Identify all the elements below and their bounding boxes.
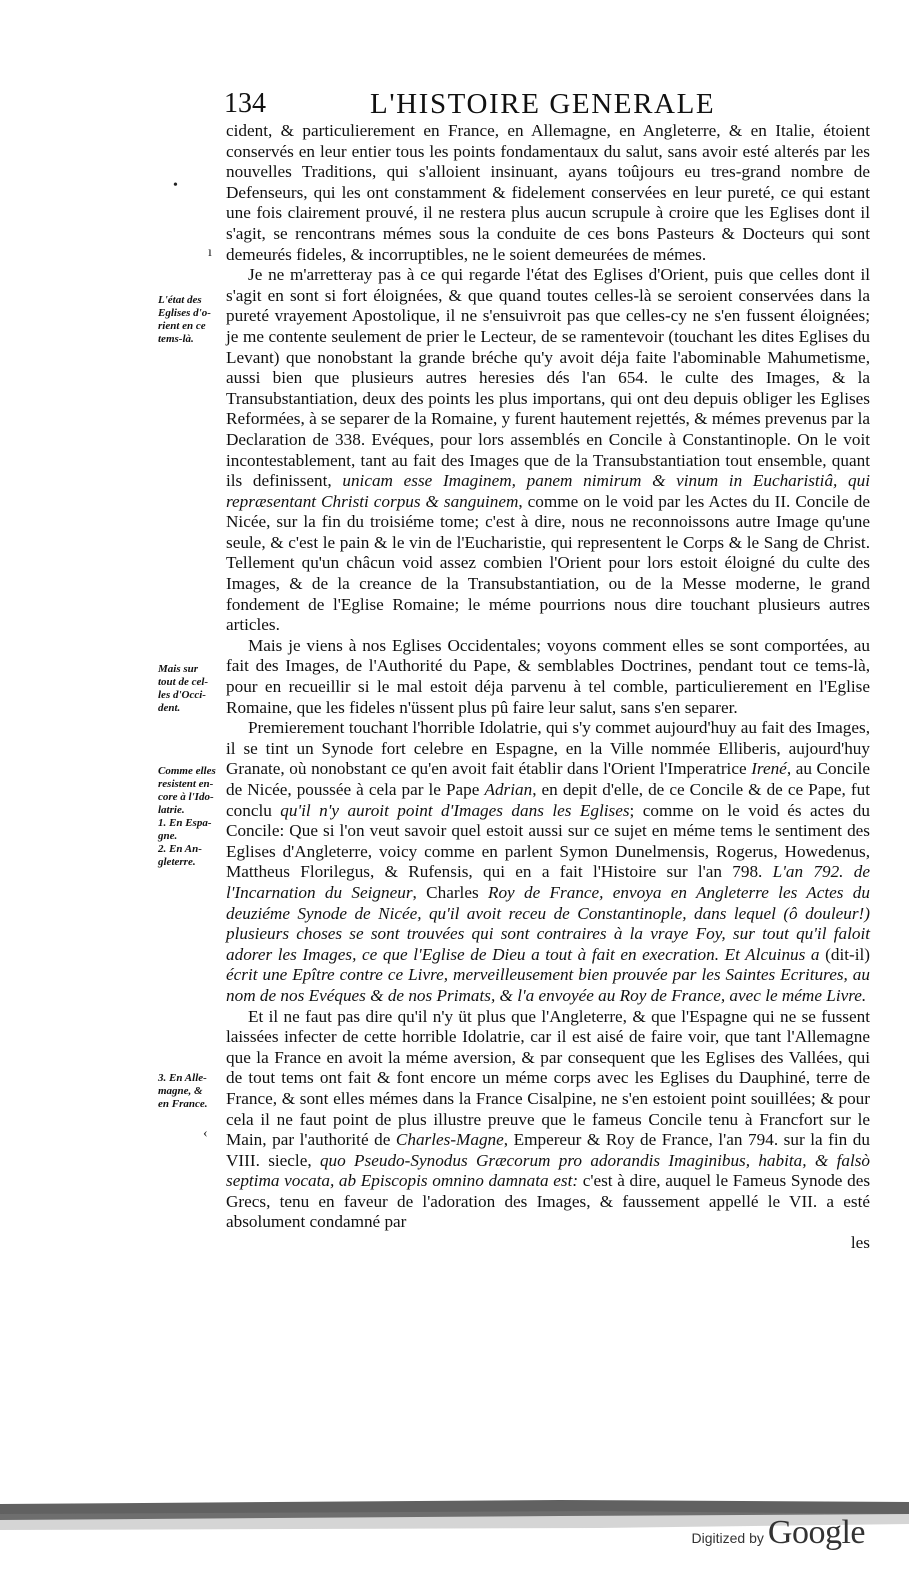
margin-note-line: Mais sur <box>158 663 199 675</box>
margin-speck: ı <box>208 245 212 260</box>
text-run: Premierement touchant l'horrible Idolatrie, qui s'y commet aujourd'huy au fait des Images, il se tint un Synode fort celebre en Espagne, en la Ville nommée Elliberis, aujourd'huy Granate, où nonobstant ce qu'en avoit fait établir dans l'Orient l'Imperatrice <box>226 718 870 779</box>
margin-note-line: 3. En Alle- <box>158 1072 207 1084</box>
italic-run: Irené <box>751 759 787 779</box>
paragraph-eastern-churches <box>226 265 870 636</box>
italic-run: unicam esse Imaginem, panem nimirum & vinum in Eucharistiâ, qui repræsentant Christi corpus & sanguinem <box>226 471 870 511</box>
text-run: Je ne m'arretteray pas à ce qui regarde l'état des Eglises d'Orient, puis que celles dont il s'agit en sont si fort éloignées, & que quand toutes celles-là se seroient conservées dans la pureté vrayement Apostolique, il ne s'ensuivroit pas que celles-cy ne s'en fussent éloignées; je me contente seulement de prier le Lecteur, de se ramentevoir (touchant les dites Eglises du Levant) que nonobstant la grande bréche qu'y avoit déja faite l'abominable Mahumetisme, aussi bien que plusieurs autres heresies dés l'an 654. le culte des Images, & la Transubstantiation, deux des points les plus importans, qui ont deu depuis obliger les Eglises Reformées, à se separer de la Romaine, y furent hautement rejettés, & mémes prevenus par la Declaration de 338. Evéques, pour lors assemblés en Concile à Constantinople. On le voit incontestablement, tant au fait des Images que de la Transubstantiation tout ensemble, quant ils definissent, <box>226 265 870 491</box>
margin-note-line: Eglises d'o- <box>158 307 211 319</box>
paragraph-idolatry <box>226 718 870 1006</box>
margin-speck: ‹ <box>203 1126 208 1141</box>
margin-note-line: en France. <box>158 1098 208 1110</box>
margin-note-line: tout de cel- <box>158 676 209 688</box>
margin-note-line: tems-là. <box>158 333 194 345</box>
paragraph-continuation <box>226 121 870 265</box>
margin-note-western-churches <box>158 663 226 715</box>
text-run: cident, & particulierement en France, en Allemagne, en Angleterre, & en Italie, étoient conservés en leur entier tous les points fondamentaux du salut, sans avoir esté alterés par les nouvelles Traditions, qui s'alloient insinuant, ayans toûjours eu tres-grand nombre de Defenseurs, qui les ont constamment & fidelement conservées en leur pureté, ce qui estant une fois clairement prouvé, il ne restera plus aucun scrupule à croire que les Eglises dont il s'agit, se rencontrans mémes sous la conduite de ces bons Pasteurs & Docteurs qui sont demeurés fideles, & incorruptibles, ne le soient demeurées de mémes. <box>226 121 870 264</box>
paragraph-western-churches <box>226 636 870 718</box>
italic-run: Roy de France, envoya en Angleterre les Actes du deuziéme Synode de Nicée, qu'il avoit receu de Constantinople, dans lequel (ô douleur!) plusieurs choses se sont trouvées qui sont contraires à la vraye Foy, sur tout qu'il faloit adorer les Images, ce que l'Eglise de Dieu a tout à fait en execration. Et Alcuinus a <box>226 882 870 964</box>
italic-run: qu'il n'y auroit point d'Images dans les Eglises <box>280 800 630 820</box>
text-run: Et il ne faut pas dire qu'il n'y üt plus que l'Angleterre, & que l'Espagne qui ne se fussent laissées infecter de cette horrible Idolatrie, car il est aisé de faire voir, que tant l'Allemagne que la France en avoit la méme aversion, & par consequent que les Eglises des Vallées, qui de tout tems ont fait & font encore un méme corps avec les Eglises du Dauphiné, terre de France, & sont elles mémes dans la France Cisalpine, ne s'en estoient point souillées; & pour cela il ne faut point de plus illustre preuve que le fameus Concile tenu à Francfort sur le Main, par l'authorité de <box>226 1006 870 1150</box>
margin-note-line: les d'Occi- <box>158 689 206 701</box>
italic-run: Adrian <box>484 780 533 799</box>
italic-run: écrit une Epître contre ce Livre, merveilleusement bien prouvée par les Saintes Ecritures, au nom de nos Evéques & de nos Primats, & l'a envoyée au Roy de France, avec le méme Livre. <box>226 965 870 1005</box>
text-run: , comme on le void par les Actes du II. Concile de Nicée, sur la fin du troisiéme tome; c'est à dire, nous ne reconnoissons autre Image qu'une seule, & c'est le pain & le vin de l'Eucharistie, qui representent le Corps & le Sang de Christ. Tellement qu'un châcun void assez combien l'Orient pour lors estoit éloigné du culte des Images, & de la creance de la Transubstantiation, ou de la Messe moderne, le grand fondement de l'Eglise Romaine; le méme pourrions nous dire touchant plusieurs autres articles. <box>226 491 870 635</box>
margin-speck: • <box>173 178 178 193</box>
margin-note-line: gleterre. <box>158 856 196 868</box>
italic-run: Charles-Magne <box>395 1130 504 1150</box>
margin-note-line: dent. <box>158 702 181 714</box>
margin-note-line: 2. En An- <box>158 843 202 855</box>
margin-note-line: resistent en- <box>158 778 214 790</box>
catchword: les <box>850 1233 870 1253</box>
watermark-label: Digitized by <box>691 1530 764 1546</box>
running-title: L'HISTOIRE GENERALE <box>370 88 716 120</box>
paragraph-germany-france <box>226 1007 870 1234</box>
text-run: c'est à dire, auquel le Fameus Synode des Grecs, tenu en faveur de l'adoration des Images, & faussement appellé le VII. a esté absolument condamné par <box>226 1171 871 1232</box>
margin-note-line: 1. En Espa- <box>158 817 212 829</box>
margin-note-line: gne. <box>158 830 178 842</box>
margin-note-line: magne, & <box>158 1085 203 1097</box>
margin-note-line: Comme elles <box>158 765 216 777</box>
margin-note-line: rient en ce <box>158 320 206 332</box>
text-run: Mais je viens à nos Eglises Occidentales; voyons comment elles se sont comportées, au fait des Images, de l'Authorité du Pape, & semblables Doctrines, pendant tout ce tems-là, pour en recueillir si le mal estoit déja parvenu à tel comble, particulierement en l'Eglise Romaine, que les fideles n'üssent plus pû faire leur salut, sans s'en separer. <box>226 635 870 717</box>
google-logo: Google <box>767 1514 865 1551</box>
margin-note-line: L'état des <box>158 294 202 306</box>
text-run: (dit-il) <box>819 944 870 964</box>
text-run: , en depit d'elle, de ce Concile & de ce Pape, fut conclu <box>226 780 870 820</box>
italic-run: quo Pseudo-Synodus Græcorum pro adorandis Imaginibus, habita, & falsò septima vocata, ab Episcopis omnino damnata est: <box>226 1150 870 1191</box>
page-number: 134 <box>224 88 266 119</box>
margin-note-germany-france <box>158 1072 226 1111</box>
text-run: , au Concile de Nicée, poussée à cela par le Pape <box>226 759 870 799</box>
body-text <box>226 121 870 1254</box>
margin-note-line: latrie. <box>158 804 185 816</box>
margin-note-eastern-churches <box>158 294 226 346</box>
text-run: , Charles <box>412 882 488 902</box>
margin-note-line: core à l'Ido- <box>158 791 214 803</box>
text-run: ; comme on le void és actes du Concile: Que si l'on veut savoir quel estoit aussi sur ce sujet en méme tems le sentiment des Eglises d'Angleterre, voicy comme en parlent Symon Dunelmensis, Rogerus, Howedenus, Mattheus Florilegus, & Rufensis, qui en a fait l'Histoire sur l'an 798. <box>226 800 870 882</box>
italic-run: L'an 792. de l'Incarnation du Seigneur <box>226 862 870 902</box>
google-watermark <box>692 1514 865 1552</box>
text-run: , Empereur & Roy de France, l'an 794. sur la fin du VIII. siecle, <box>226 1130 870 1170</box>
margin-note-resistance <box>158 765 226 869</box>
